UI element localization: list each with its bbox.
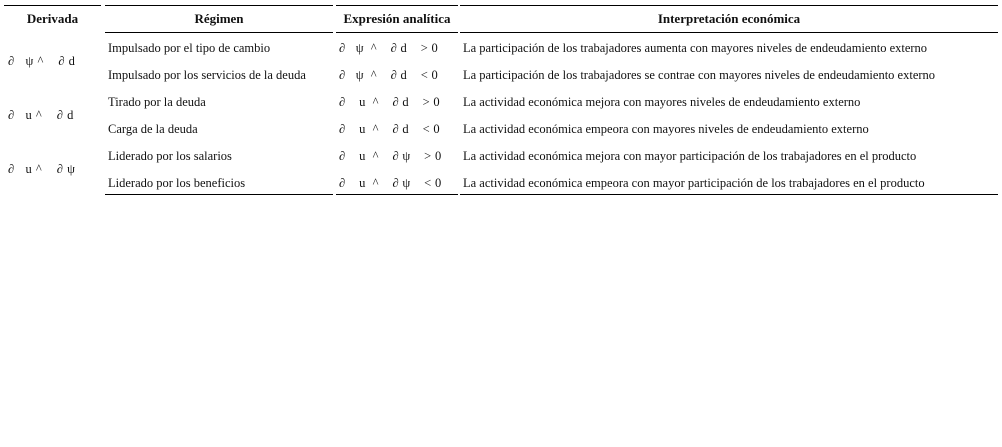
interpretacion-cell: La actividad económica empeora con mayor participación de los trabajadores en el producto	[463, 176, 925, 190]
expresion-cell: ∂ u ^ ∂ d > 0	[339, 95, 440, 109]
interpretacion-cell: La actividad económica mejora con mayores niveles de endeudamiento externo	[463, 95, 861, 109]
expresion-cell: ∂ u ^ ∂ ψ > 0	[339, 149, 442, 163]
interpretacion-cell: La participación de los trabajadores aumenta con mayores niveles de endeudamiento externo	[463, 41, 928, 55]
regimen-cell: Impulsado por el tipo de cambio	[108, 41, 271, 55]
regimen-cell: Carga de la deuda	[108, 122, 198, 136]
bottom-rule	[460, 194, 998, 195]
bottom-rule	[105, 194, 333, 195]
expresion-cell: ∂ u ^ ∂ ψ < 0	[339, 176, 442, 190]
header-interpretacion: Interpretación económica	[657, 11, 801, 26]
expresion-cell: ∂ u ^ ∂ d < 0	[339, 122, 440, 136]
regimen-cell: Tirado por la deuda	[108, 95, 206, 109]
top-rule	[460, 5, 998, 6]
interpretacion-cell: La actividad económica empeora con mayores niveles de endeudamiento externo	[463, 122, 869, 136]
regimen-cell: Liderado por los salarios	[108, 149, 232, 163]
expresion-cell: ∂ ψ ^ ∂ d < 0	[339, 68, 439, 82]
interpretacion-cell: La participación de los trabajadores se contrae con mayores niveles de endeudamiento externo	[463, 68, 936, 82]
interpretacion-cell: La actividad económica mejora con mayor participación de los trabajadores en el producto	[463, 149, 917, 163]
derivada-psi-d: ∂ ψ ^ ∂ d	[8, 54, 76, 68]
header-rule	[336, 32, 458, 33]
derivada-u-d: ∂ u ^ ∂ d	[8, 108, 74, 122]
header-rule	[105, 32, 333, 33]
bottom-rule	[336, 194, 458, 195]
top-rule	[105, 5, 333, 6]
header-regimen: Régimen	[194, 11, 244, 26]
header-expresion: Expresión analítica	[343, 11, 451, 26]
regimen-cell: Impulsado por los servicios de la deuda	[108, 68, 306, 82]
regimen-cell: Liderado por los beneficios	[108, 176, 246, 190]
top-rule	[4, 5, 101, 6]
header-derivada: Derivada	[26, 11, 79, 26]
expresion-cell: ∂ ψ ^ ∂ d > 0	[339, 41, 439, 55]
derivada-u-psi: ∂ u ^ ∂ ψ	[8, 162, 76, 176]
top-rule	[336, 5, 458, 6]
header-rule	[460, 32, 998, 33]
